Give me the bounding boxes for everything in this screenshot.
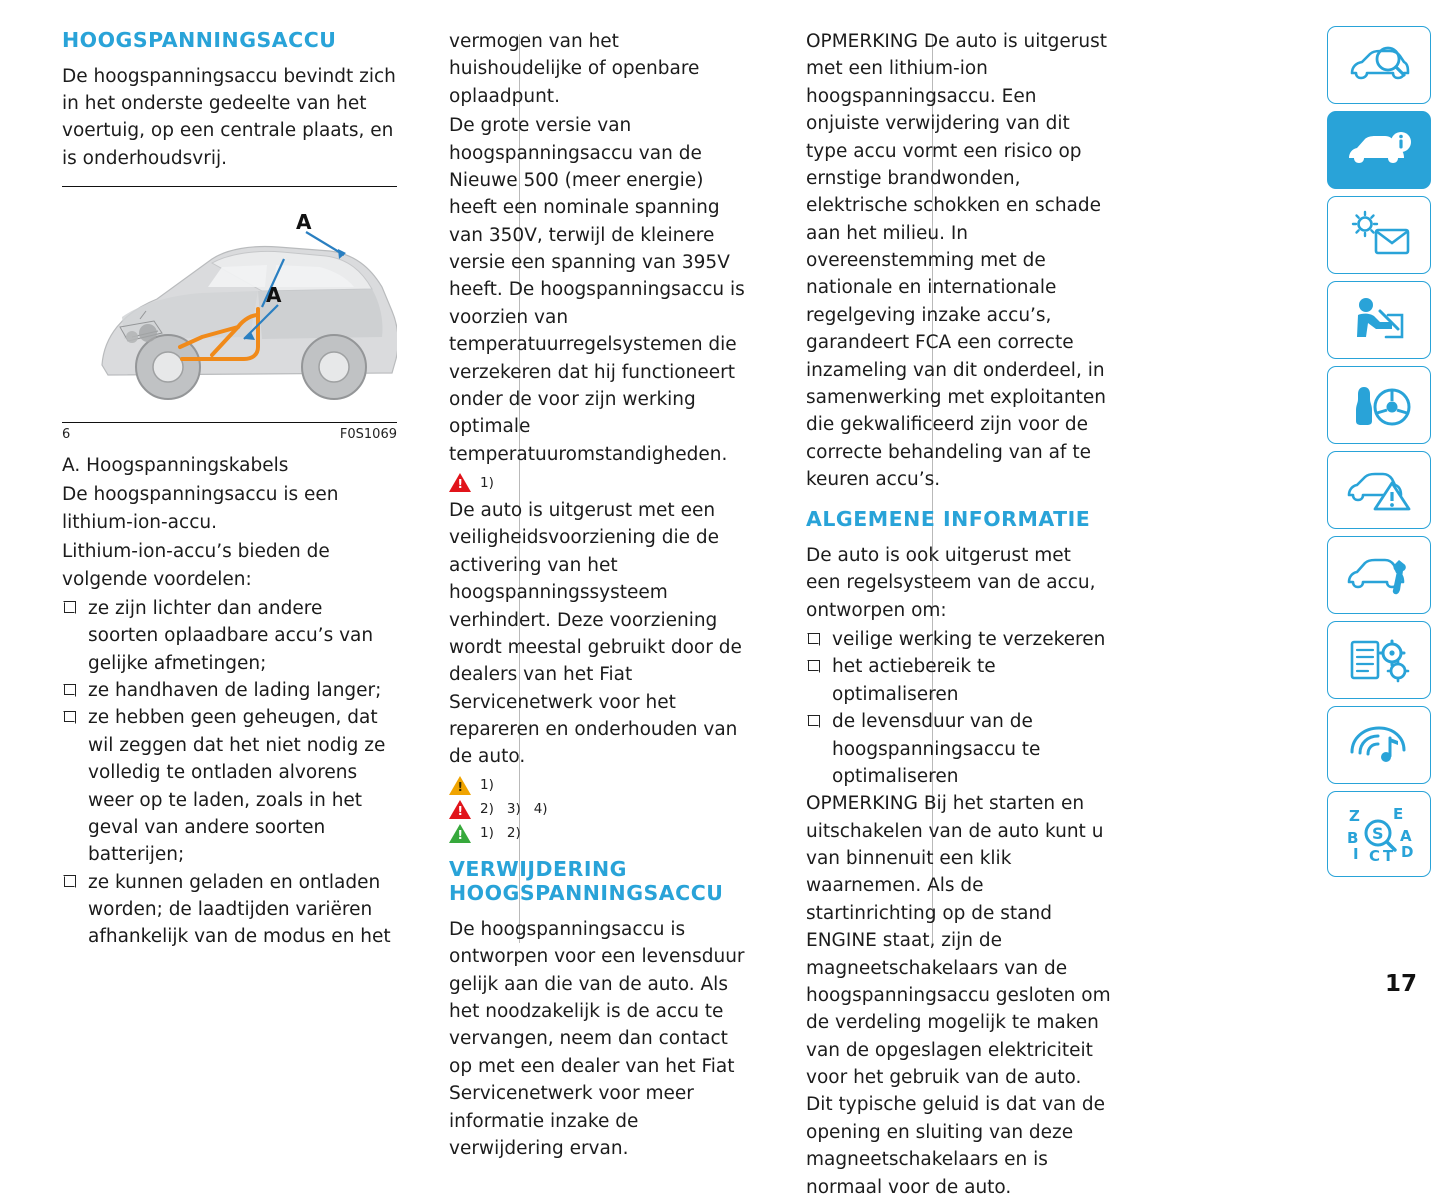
battery-voltage-paragraph: De grote versie van hoogspanningsaccu van de Nieuwe 500 (meer energie) heeft een nominale spanning van 350V, terwijl de kleinere versie een spanning van 395V heeft. De hoogspanningsaccu is voorzien van temperatuurregelsystemen die verzekeren dat hij functioneert onder de voor zijn werking optimale temperatuuromstandigheden. (449, 115, 745, 465)
square-bullet-icon (808, 633, 819, 644)
list-item (806, 708, 1111, 790)
car-inspection-icon (1346, 41, 1412, 89)
chapter-tab-maintenance-and-care[interactable] (1327, 536, 1431, 614)
figure-container (62, 186, 397, 442)
figure-high-voltage-cables (62, 187, 397, 422)
list-item-text: ze zijn lichter dan andere soorten oplaadbare accu’s van gelijke afmetingen; (88, 597, 374, 674)
warning-reference-row (449, 776, 754, 795)
svg-text:C: C (1369, 847, 1381, 863)
square-bullet-icon (64, 602, 75, 613)
svg-text:Z: Z (1349, 807, 1360, 825)
warning-ref: 2) (480, 801, 494, 818)
svg-text:I: I (1353, 845, 1359, 863)
svg-text:A: A (296, 210, 312, 235)
battery-management-intro: De auto is ook uitgerust met een regelsysteem van de accu, ontworpen om: (806, 544, 1096, 621)
warning-ref: 1) (480, 777, 494, 794)
list-item-text: ze kunnen geladen en ontladen worden; de laadtijden variëren afhankelijk van de modus en het (88, 871, 391, 948)
chapter-tab-emergency[interactable] (1327, 451, 1431, 529)
list-item-text: de levensduur van de hoogspanningsaccu te optimaliseren (832, 711, 1041, 787)
square-bullet-icon (64, 684, 75, 695)
warning-ref: 1) (480, 474, 494, 491)
page-columns (62, 28, 1262, 1198)
list-item (62, 677, 397, 704)
warning-triangle-yellow-icon: ! (449, 776, 471, 795)
chapter-tab-technical-specifications[interactable] (1327, 621, 1431, 699)
section-title-general-information: ALGEMENE INFORMATIE (806, 507, 1091, 532)
square-bullet-icon (64, 876, 75, 887)
chapter-tab-multimedia[interactable] (1327, 706, 1431, 784)
car-diagram-svg (62, 187, 397, 422)
svg-text:S: S (1372, 824, 1384, 843)
figure-code: F0S1069 (339, 427, 397, 443)
list-item-text: het actiebereik te optimaliseren (832, 656, 996, 705)
legend-a-label: A. Hoogspanningskabels (62, 455, 289, 477)
svg-text:A: A (1400, 827, 1412, 845)
chapter-tab-car-information[interactable] (1327, 111, 1431, 189)
list-item-text: ze hebben geen geheugen, dat wil zeggen dat het niet nodig ze volledig te ontladen alvorens weer op te laden, zoals in het geval van andere soorten batterijen; (88, 707, 386, 866)
disposal-paragraph: De hoogspanningsaccu is ontworpen voor een levensduur gelijk aan die van de auto. Als het noodzakelijk is de accu te vervangen, neem dan contact op met een dealer van het Fiat Servicenetwerk voor meer informatie inzake de verwijdering ervan. (449, 918, 745, 1159)
chapter-tab-starting-and-driving[interactable] (1327, 366, 1431, 444)
svg-text:D: D (1401, 843, 1414, 861)
multimedia-icon (1346, 722, 1412, 768)
column-1 (62, 28, 419, 948)
starting-and-driving-icon (1346, 381, 1412, 429)
svg-text:B: B (1347, 829, 1359, 847)
note-contactors: OPMERKING Bij het starten en uitschakelen van de auto kunt u van binnenuit een klik waarnemen. Als de startinrichting op de stand ENGINE staat, zijn de magneetschakelaars van de hoogspanningsaccu gesloten om de verdeling mogelijk te maken van de opgeslagen elektriciteit voor het gebruik van de auto. Dit typische geluid is dat van de opening en sluiting van deze magneetschakelaars en is normaal voor de auto. (806, 793, 1111, 1198)
intro-paragraph: De hoogspanningsaccu bevindt zich in het onderste gedeelte van het voertuig, op een centrale plaats, en is onderhoudsvrij. (62, 65, 396, 169)
figure-number: 6 (62, 427, 71, 443)
warning-refs (480, 825, 521, 841)
chapter-tab-car-inspection[interactable] (1327, 26, 1431, 104)
warning-refs (480, 801, 548, 817)
list-item-text: veilige werking te verzekeren (832, 629, 1106, 651)
chapter-tab-rail (1327, 26, 1431, 877)
svg-text:T: T (1383, 847, 1394, 863)
warning-ref: 2) (506, 825, 521, 842)
safety-device-paragraph: De auto is uitgerust met een veiligheidsvoorziening die de activering van het hoogspanningssysteem verhindert. Deze voorziening wordt meestal gebruikt door de dealers van het Fiat Servicenetwerk voor het repareren en onderhouden van de auto. (449, 500, 742, 768)
list-item (806, 626, 1111, 653)
car-information-icon (1345, 128, 1413, 172)
section-title-line-1: VERWIJDERING (449, 856, 627, 881)
emergency-icon (1345, 467, 1413, 513)
list-item (62, 869, 397, 951)
warning-triangle-green-icon: ! (449, 824, 471, 843)
list-item (62, 595, 397, 677)
warning-reference-row (449, 800, 754, 819)
battery-type-text: De hoogspanningsaccu is een lithium-ion-accu. (62, 484, 339, 533)
continuation-paragraph: vermogen van het huishoudelijke of openbare oplaadpunt. (449, 31, 700, 107)
warning-reference-row (449, 824, 754, 843)
square-bullet-icon (808, 715, 819, 726)
list-item-text: ze handhaven de lading langer; (88, 680, 382, 702)
list-item (62, 704, 397, 868)
warning-refs (480, 475, 494, 491)
safety-seatbelt-icon (1346, 295, 1412, 345)
alphabetical-index-icon (1343, 805, 1415, 863)
warning-refs (480, 777, 494, 793)
chapter-tab-safety-seatbelt[interactable] (1327, 281, 1431, 359)
figure-footer (62, 422, 397, 442)
technical-specifications-icon (1346, 636, 1412, 684)
warning-ref: 4) (533, 801, 548, 818)
chapter-tab-alphabetical-index[interactable] (1327, 791, 1431, 877)
column-2 (419, 28, 776, 1159)
square-bullet-icon (808, 660, 819, 671)
square-bullet-icon (64, 711, 75, 722)
list-item (806, 653, 1111, 708)
section-title-battery-disposal (449, 857, 754, 906)
section-title-line-2: HOOGSPANNINGSACCU (449, 881, 724, 906)
warning-ref: 3) (506, 801, 521, 818)
page-number: 17 (1384, 971, 1417, 997)
column-3 (776, 28, 1133, 1198)
svg-text:E: E (1393, 805, 1404, 823)
note-lithium-ion: OPMERKING De auto is uitgerust met een lithium-ion hoogspanningsaccu. Een onjuiste verwijdering van dit type accu vormt een risico op ernstige brandwonden, elektrische schokken en schade aan het milieu. In overeenstemming met de nationale en internationale regelgeving inzake accu’s, garandeert FCA een correcte inzameling van dit onderdeel, in samenwerking met exploitanten die gekwalificeerd zijn voor de correcte behandeling van af te keuren accu’s. (806, 31, 1108, 490)
chapter-tab-dashboard-lights[interactable] (1327, 196, 1431, 274)
maintenance-and-care-icon (1345, 552, 1413, 598)
warning-triangle-red-icon: ! (449, 800, 471, 819)
warning-ref: 1) (480, 825, 494, 842)
dashboard-lights-icon (1346, 210, 1412, 260)
warning-triangle-red-icon: ! (449, 473, 471, 492)
section-title-high-voltage-battery: HOOGSPANNINGSACCU (62, 28, 337, 52)
warning-reference-row (449, 473, 754, 492)
svg-text:A: A (266, 283, 282, 308)
advantages-intro: Lithium-ion-accu’s bieden de volgende voordelen: (62, 541, 330, 590)
